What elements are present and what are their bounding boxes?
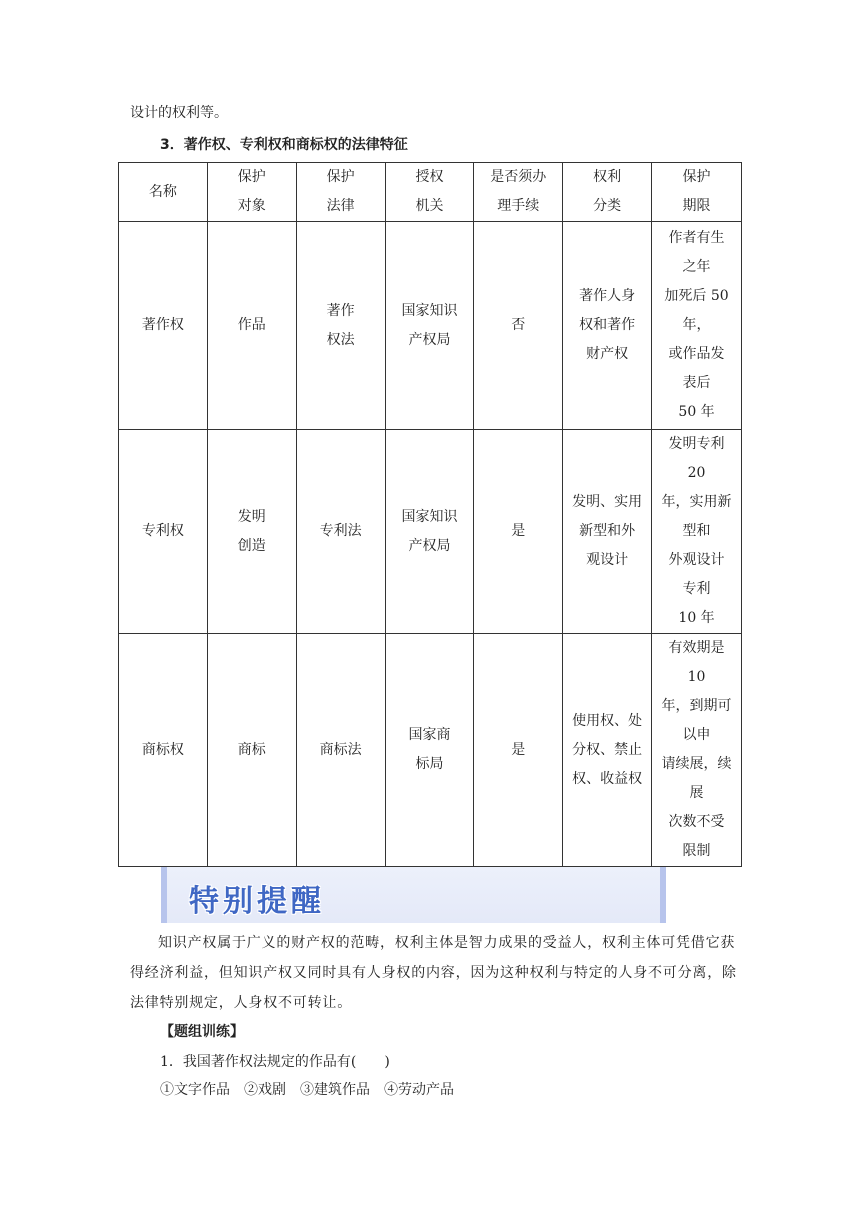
table-cell: 否 xyxy=(474,222,563,430)
header-cell: 是否须办 理手续 xyxy=(474,163,563,222)
table-cell: 国家知识 产权局 xyxy=(385,430,474,634)
table-cell: 专利权 xyxy=(119,430,208,634)
table-cell: 发明、实用 新型和外 观设计 xyxy=(563,430,652,634)
table-cell: 国家知识 产权局 xyxy=(385,222,474,430)
table-cell: 专利法 xyxy=(296,430,385,634)
table-cell: 作者有生 之年 加死后 50 年， 或作品发 表后 50 年 xyxy=(652,222,742,430)
exercise-question: 1．我国著作权法规定的作品有( ) xyxy=(160,1054,390,1070)
section-heading: 3．著作权、专利权和商标权的法律特征 xyxy=(160,137,408,153)
header-cell: 权利 分类 xyxy=(563,163,652,222)
reminder-title: 特别提醒 xyxy=(189,884,325,919)
exercise-heading: 【题组训练】 xyxy=(160,1024,244,1040)
table-header-row xyxy=(119,163,742,222)
table-cell: 著作权 xyxy=(119,222,208,430)
table-row-copyright xyxy=(119,222,742,430)
table-cell: 著作 权法 xyxy=(296,222,385,430)
table-cell: 发明专利 20 年，实用新 型和 外观设计 专利 10 年 xyxy=(652,430,742,634)
table-cell: 商标法 xyxy=(296,634,385,867)
table-cell: 作品 xyxy=(207,222,296,430)
table-cell: 发明 创造 xyxy=(207,430,296,634)
header-cell: 保护 对象 xyxy=(207,163,296,222)
header-cell: 保护 期限 xyxy=(652,163,742,222)
header-cell: 名称 xyxy=(119,163,208,222)
table-cell: 是 xyxy=(474,430,563,634)
table-row-patent xyxy=(119,430,742,634)
table-cell: 商标 xyxy=(207,634,296,867)
table-cell: 使用权、处 分权、禁止 权、收益权 xyxy=(563,634,652,867)
reminder-banner xyxy=(161,867,666,923)
table-cell: 国家商 标局 xyxy=(385,634,474,867)
table-cell: 商标权 xyxy=(119,634,208,867)
table-row-trademark xyxy=(119,634,742,867)
exercise-options: ①文字作品 ②戏剧 ③建筑作品 ④劳动产品 xyxy=(160,1082,454,1098)
reminder-paragraph: 知识产权属于广义的财产权的范畴，权利主体是智力成果的受益人，权利主体可凭借它获得经济利益，但知识产权又同时具有人身权的内容，因为这种权利与特定的人身不可分离，除法律特别规定，人身权不可转让。 xyxy=(130,935,737,1011)
ip-law-table xyxy=(118,162,742,867)
table-cell: 有效期是 10 年，到期可 以申 请续展，续 展 次数不受 限制 xyxy=(652,634,742,867)
table-cell: 著作人身 权和著作 财产权 xyxy=(563,222,652,430)
table-cell: 是 xyxy=(474,634,563,867)
intro-line: 设计的权利等。 xyxy=(130,105,228,121)
header-cell: 授权 机关 xyxy=(385,163,474,222)
header-cell: 保护 法律 xyxy=(296,163,385,222)
